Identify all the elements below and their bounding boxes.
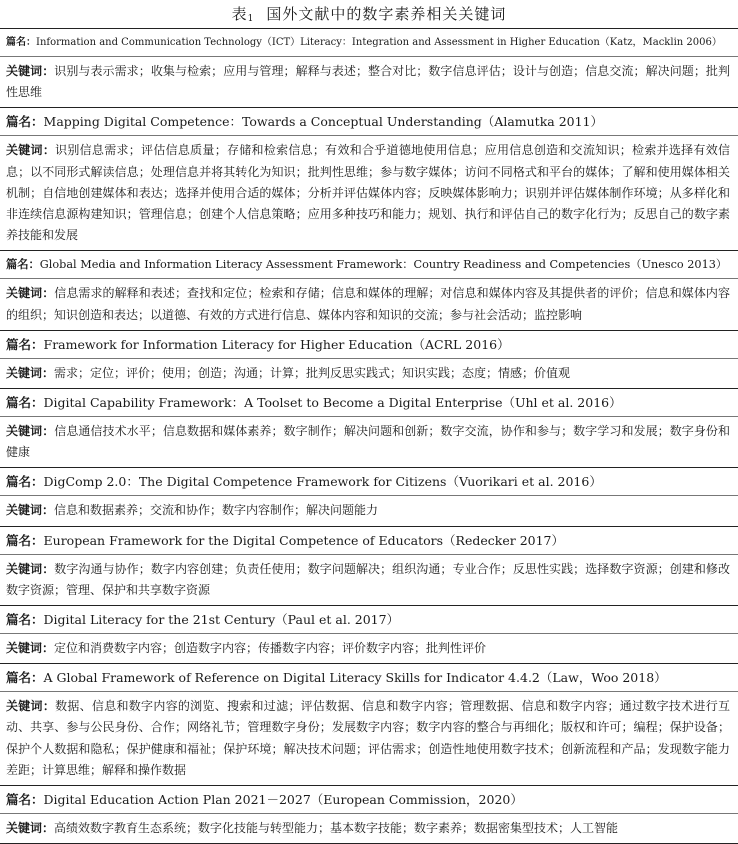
title-label: 篇名： — [6, 612, 44, 628]
entry-keywords: 数据、信息和数字内容的浏览、搜索和过滤；评估数据、信息和数字内容；管理数据、信息和数字内容；通过数字技术进行互动、共享、参与公民身份、合作；网络礼节；管理数字身份；发展数字内容；数字内容的整合与再细化；版权和许可；编程；保护设备；保护个人数据和隐私；保护健康和福祉；保护环境；解决技术问题；评估需求；创造性地使用数字技术；创新流程和产品；发现数字能力差距；计算思维；解释和操作数据 — [6, 699, 730, 777]
title-label: 篇名： — [6, 114, 44, 130]
keywords-label: 关键词： — [6, 699, 56, 714]
table-entry — [0, 605, 738, 663]
entry-keywords: 识别信息需求；评估信息质量；存储和检索信息；有效和合乎道德地使用信息；应用信息创造和交流知识；检索并选择有效信息；以不同形式解读信息；处理信息并将其转化为知识；批判性思维；参与数字媒体；访问不同格式和平台的媒体；了解和使用媒体相关机制；自信地创建媒体和表达；选择并使用合适的媒体；分析并评估媒体内容；反映媒体影响力；识别并评估媒体制作环境；从多样化和非连续信息源构建知识；管理信息；创建个人信息策略；应用多种技巧和能力；规划、执行和评估自己的数字化行为；反思自己的数字素养技能和发展 — [6, 143, 730, 243]
table-entry — [0, 107, 738, 250]
entry-title: DigComp 2.0：The Digital Competence Framework for Citizens（Vuorikari et al. 2016） — [43, 474, 602, 490]
title-label: 篇名： — [6, 474, 44, 490]
table-entry — [0, 388, 738, 467]
table-entry — [0, 663, 738, 785]
entry-title-row — [0, 251, 738, 279]
title-label: 篇名： — [6, 395, 44, 411]
entry-keywords-row — [0, 692, 738, 785]
entry-keywords-row — [0, 814, 738, 843]
entry-title: European Framework for the Digital Competence of Educators（Redecker 2017） — [43, 532, 564, 548]
entry-keywords-row — [0, 496, 738, 525]
caption-prefix: 表 — [231, 5, 248, 23]
title-label: 篇名： — [6, 257, 40, 272]
entry-title: Information and Communication Technology（ICT）Literacy：Integration and Assessment in Higher Education（Katz，Macklin 2006） — [36, 37, 722, 48]
title-label: 篇名： — [6, 670, 44, 686]
table-entry — [0, 250, 738, 329]
entry-keywords-row — [0, 57, 738, 107]
entry-keywords: 需求；定位；评价；使用；创造；沟通；计算；批判反思实践式；知识实践；态度；情感；价值观 — [54, 365, 571, 380]
table-caption — [0, 0, 738, 28]
entry-keywords: 信息和数据素养；交流和协作；数字内容制作；解决问题能力 — [54, 503, 379, 518]
entry-title-row — [0, 527, 738, 555]
entry-title: Mapping Digital Competence：Towards a Conceptual Understanding（Alamutka 2011） — [43, 114, 604, 130]
entry-title-row — [0, 331, 738, 359]
entry-title: Framework for Information Literacy for Higher Education（ACRL 2016） — [43, 336, 510, 352]
keywords-label: 关键词： — [6, 641, 55, 656]
entry-keywords-row — [0, 359, 738, 388]
entry-keywords: 数字沟通与协作；数字内容创建；负责任使用；数字问题解决；组织沟通；专业合作；反思性实践；选择数字资源；创建和修改数字资源；管理、保护和共享数字资源 — [6, 561, 730, 597]
title-label: 篇名： — [6, 792, 44, 808]
entry-title-row — [0, 786, 738, 814]
caption-title: 国外文献中的数字素养相关关键词 — [266, 5, 507, 23]
keywords-label: 关键词： — [6, 424, 55, 439]
table-entry — [0, 29, 738, 107]
entry-keywords: 识别与表示需求；收集与检索；应用与管理；解释与表述；整合对比；数字信息评估；设计与创造；信息交流；解决问题；批判性思维 — [6, 64, 730, 100]
entry-title-row — [0, 664, 738, 692]
entry-keywords: 信息需求的解释和表述；查找和定位；检索和存储；信息和媒体的理解；对信息和媒体内容及其提供者的评价；信息和媒体内容的组织；知识创造和表达；以道德、有效的方式进行信息、媒体内容和知识的交流；参与社会活动；监控影响 — [6, 286, 730, 322]
entry-keywords-row — [0, 555, 738, 605]
keywords-label: 关键词： — [6, 503, 55, 518]
keywords-label: 关键词： — [6, 64, 55, 78]
keywords-label: 关键词： — [6, 286, 55, 301]
entry-keywords: 信息通信技术水平；信息数据和媒体素养；数字制作；解决问题和创新；数字交流，协作和参与；数字学习和发展；数字身份和健康 — [6, 424, 730, 460]
entry-title: Digital Capability Framework：A Toolset to Become a Digital Enterprise（Uhl et al. 2016） — [43, 395, 622, 411]
table-entry — [0, 526, 738, 605]
table-entry — [0, 785, 738, 843]
entry-title: A Global Framework of Reference on Digital Literacy Skills for Indicator 4.4.2（Law，Woo 2018） — [43, 670, 667, 686]
title-label: 篇名： — [6, 37, 36, 48]
entry-title: Digital Literacy for the 21st Century（Paul et al. 2017） — [43, 612, 400, 628]
title-label: 篇名： — [6, 532, 44, 548]
entry-keywords-row — [0, 417, 738, 467]
entry-keywords-row — [0, 279, 738, 329]
keywords-label: 关键词： — [6, 143, 56, 158]
entry-title-row — [0, 606, 738, 634]
entry-title-row — [0, 29, 738, 57]
entry-keywords: 高绩效数字教育生态系统；数字化技能与转型能力；基本数字技能；数字素养；数据密集型技术；人工智能 — [54, 821, 619, 836]
caption-number: 1 — [247, 14, 255, 24]
entry-keywords-row — [0, 136, 738, 250]
title-label: 篇名： — [6, 336, 44, 352]
keywords-label: 关键词： — [6, 365, 55, 380]
table-entry — [0, 467, 738, 525]
entry-title-row — [0, 108, 738, 136]
entry-title-row — [0, 389, 738, 417]
table-entry — [0, 330, 738, 388]
entry-title-row — [0, 468, 738, 496]
entry-keywords: 定位和消费数字内容；创造数字内容；传播数字内容；评价数字内容；批判性评价 — [54, 641, 487, 656]
keywords-table — [0, 28, 738, 844]
keywords-label: 关键词： — [6, 821, 55, 836]
entry-title: Digital Education Action Plan 2021－2027（European Commission，2020） — [43, 792, 523, 808]
entry-keywords-row — [0, 634, 738, 663]
keywords-label: 关键词： — [6, 561, 55, 576]
entry-title: Global Media and Information Literacy Assessment Framework：Country Readiness and Competencies（Unesco 2013） — [39, 258, 728, 272]
